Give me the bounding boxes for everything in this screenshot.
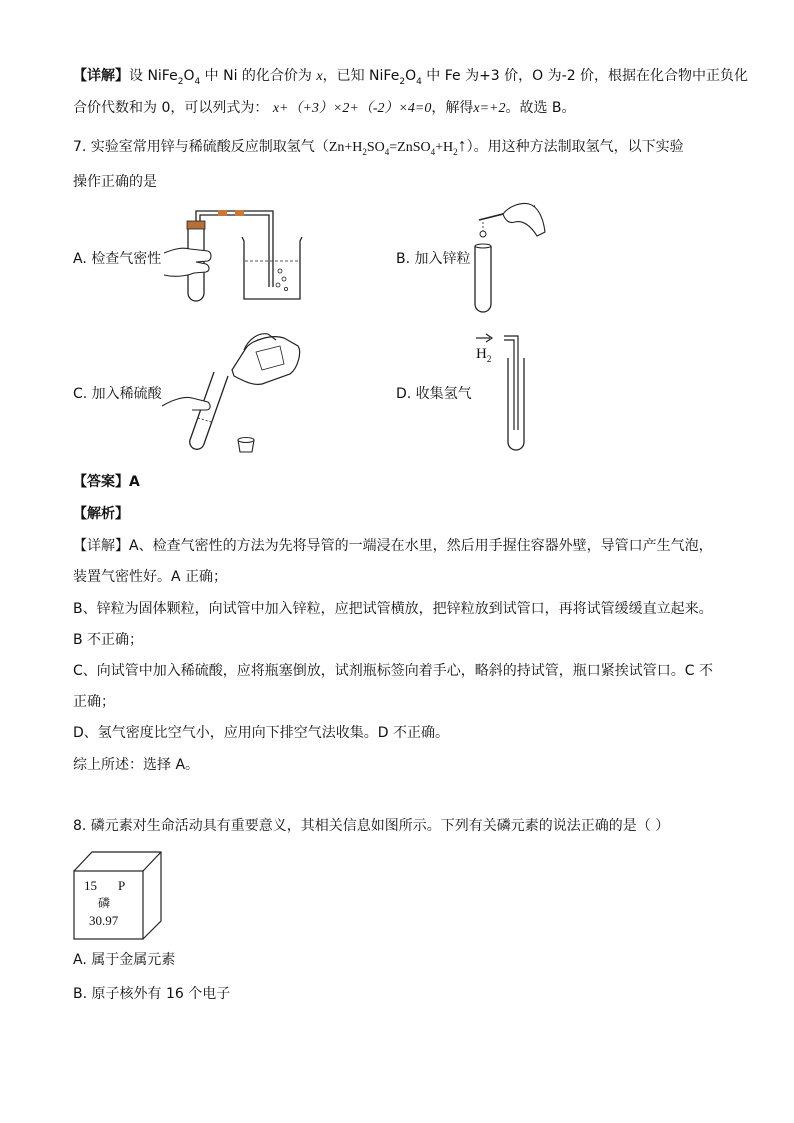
equation: x+（+3）×2+（-2）×4=0 xyxy=(272,101,432,116)
q6-detail-line-2: 合价代数和为 0，可以列式为： x+（+3）×2+（-2）×4=0，解得x=+2。故选 B。 xyxy=(73,100,576,116)
q7-detail-line-6: 正确； xyxy=(73,694,115,710)
q7-answer: 【答案】A xyxy=(73,474,140,490)
q7-option-a: A. 检查气密性 xyxy=(73,251,162,267)
q8-option-b: B. 原子核外有 16 个电子 xyxy=(73,986,231,1002)
q6-detail-line-1: 【详解】设 $NiFe_2O_4$ 中 Ni 的化合价为 x，已知 $NiFe_2O_4$ 中 Fe 为+3 价，O 为-2 价，根据在化合物中正负化 xyxy=(73,68,749,87)
q7-detail-line-1: 【详解】A、检查气密性的方法为先将导管的一端浸在水里，然后用手握住容器外壁，导管口产生气泡， xyxy=(73,538,713,554)
airtightness-check-figure xyxy=(160,205,310,305)
q7-option-c: C. 加入稀硫酸 xyxy=(73,386,162,402)
q7-analysis-tag: 【解析】 xyxy=(73,506,129,522)
q7-detail-line-7: D、氢气密度比空气小，应用向下排空气法收集。D 不正确。 xyxy=(73,725,450,741)
q7-stem-line-2: 操作正确的是 xyxy=(73,174,157,190)
q7-option-b: B. 加入锌粒 xyxy=(396,251,471,267)
element-symbol: P xyxy=(118,878,126,893)
q7-detail-line-2: 装置气密性好。A 正确； xyxy=(73,569,228,585)
q8-stem: 8. 磷元素对生命活动具有重要意义，其相关信息如图所示。下列有关磷元素的说法正确的是（ ） xyxy=(73,818,670,834)
q8-option-a: A. 属于金属元素 xyxy=(73,952,176,968)
q7-detail-line-3: B、锌粒为固体颗粒，向试管中加入锌粒，应把试管横放，把锌粒放到试管口，再将试管缓缓直立起来。 xyxy=(73,601,713,617)
q7-detail-line-4: B 不正确； xyxy=(73,632,144,648)
element-name: 磷 xyxy=(98,896,111,910)
element-atomic-number: 15 xyxy=(84,878,97,893)
q7-option-d: D. 收集氢气 xyxy=(396,386,472,402)
q7-stem-line-1: 7. 实验室常用锌与稀硫酸反应制取氢气$(Zn+H_2SO_4=ZnSO_4+H_2↑)$。用这种方法制取氢气，以下实验 xyxy=(73,135,684,157)
q7-detail-line-8: 综上所述：选择 A。 xyxy=(73,757,200,773)
reaction-equation: $Zn+H_2SO_4=ZnSO_4+H_2↑$ xyxy=(328,135,467,157)
element-atomic-mass: 30.97 xyxy=(89,913,119,928)
add-zinc-figure xyxy=(465,198,550,313)
add-acid-figure xyxy=(162,328,307,458)
detail-tag: 【详解】 xyxy=(73,68,129,84)
h2-label: $H_2$ xyxy=(476,346,492,364)
q7-detail-line-5: C、向试管中加入稀硫酸，应将瓶塞倒放，试剂瓶标签向着手心，略斜的持试管，瓶口紧挨试管口。C 不 xyxy=(73,663,713,679)
